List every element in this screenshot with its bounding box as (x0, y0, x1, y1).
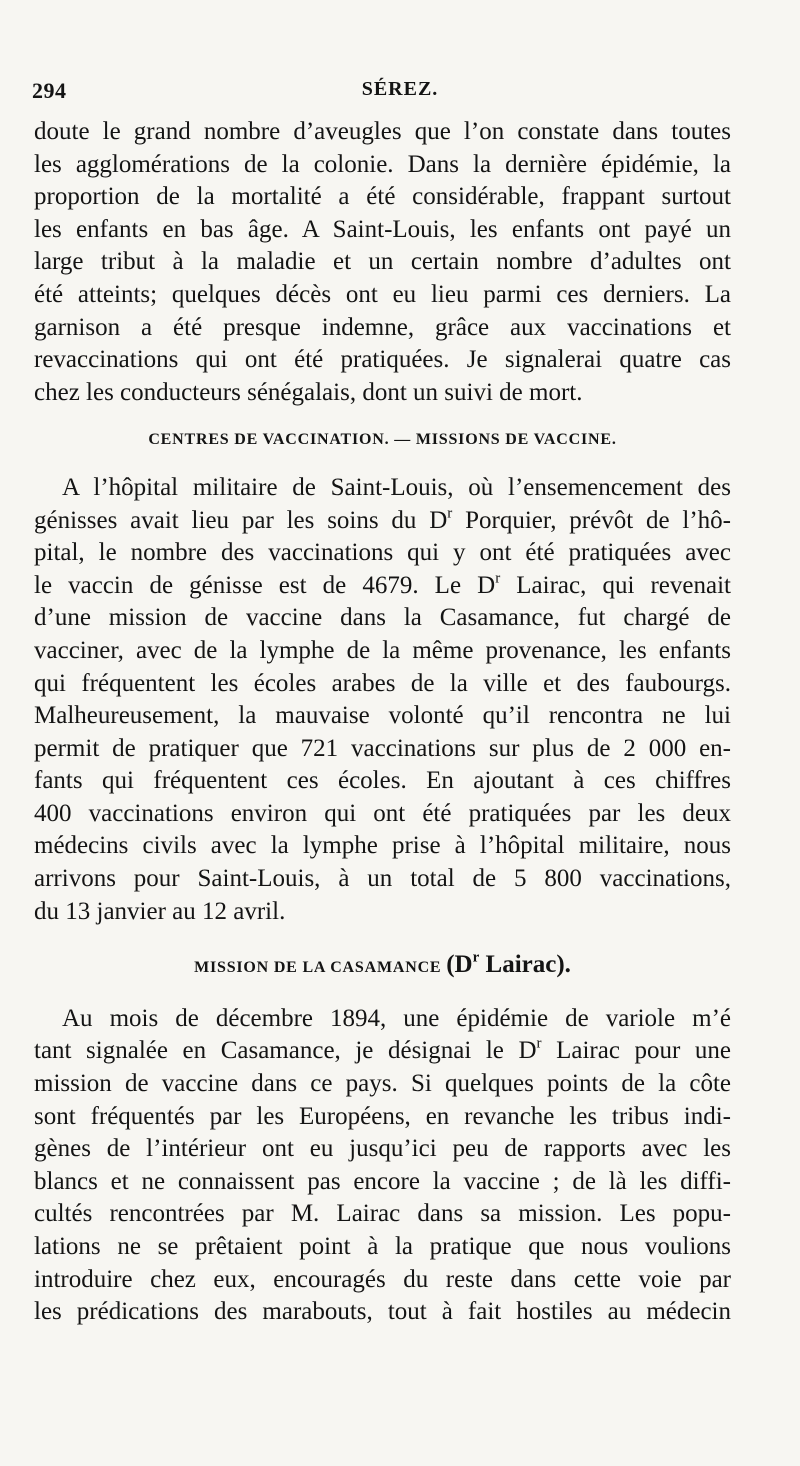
page-body (34, 116, 731, 1329)
text-line: vacciner, avec de la lymphe de la même provenance, les enfants (34, 636, 731, 664)
paragraph-3 (34, 1003, 731, 1329)
text-line: fants qui fréquentent ces écoles. En ajoutant à ces chiffres (34, 767, 731, 795)
text-line: gènes de l’intérieur ont eu jusqu’ici peu de rapports avec les (34, 1135, 731, 1163)
running-title: SÉREZ. (361, 78, 439, 100)
text-line: large tribut à la maladie et un certain nombre d’adultes ont (34, 248, 731, 276)
text-line: A l’hôpital militaire de Saint-Louis, où l’ensemencement des (62, 473, 731, 501)
text-line: lations ne se prêtaient point à la pratique que nous voulions (34, 1233, 731, 1260)
text-line: les prédications des marabouts, tout à fait hostiles au médecin (34, 1298, 731, 1326)
page-header (32, 78, 768, 108)
paragraph-2 (34, 472, 731, 928)
paragraph-1 (34, 116, 731, 409)
text-line: les agglomérations de la colonie. Dans la dernière épidémie, la (34, 150, 731, 178)
text-line: arrivons pour Saint-Louis, à un total de 5 800 vaccinations, (34, 865, 731, 893)
text-line: tant signalée en Casamance, je désignai le $D^r$ Lairac pour une (34, 1035, 731, 1065)
text-line: génisses avait lieu par les soins du $D^r$ Porquier, prévôt de l’hô- (34, 505, 731, 534)
text-line: chez les conducteurs sénégalais, dont un suivi de mort. (34, 378, 583, 406)
text-line: médecins civils avec la lymphe prise à l’hôpital militaire, nous (34, 832, 731, 860)
text-line: Malheureusement, la mauvaise volonté qu’il rencontra ne lui (34, 702, 731, 730)
text-line: doute le grand nombre d’aveugles que l’on constate dans toutes (34, 118, 731, 145)
text-line: pital, le nombre des vaccinations qui y ont été pratiquées avec (34, 539, 731, 567)
text-line: mission de vaccine dans ce pays. Si quelques points de la côte (34, 1070, 731, 1098)
text-line: été atteints; quelques décès ont eu lieu parmi ces derniers. La (34, 280, 731, 308)
text-line: le vaccin de génisse est de 4679. Le $D^r$ Lairac, qui revenait (34, 570, 731, 599)
text-line: du 13 janvier au 12 avril. (34, 897, 286, 925)
text-line: d’une mission de vaccine dans la Casamance, fut chargé de (34, 604, 731, 632)
text-line: proportion de la mortalité a été considérable, frappant surtout (34, 183, 731, 211)
text-line: blancs et ne connaissent pas encore la vaccine ; de là les diffi- (34, 1167, 731, 1195)
section-heading-casamance-mission: MISSION DE LA CASAMANCE ($D^r$ Lairac). (194, 949, 571, 979)
page-number: 294 (32, 78, 67, 103)
text-line: garnison a été presque indemne, grâce aux vaccinations et (34, 313, 731, 341)
text-line: cultés rencontrées par M. Lairac dans sa mission. Les popu- (34, 1200, 731, 1228)
text-line: Au mois de décembre 1894, une épidémie de variole m’é (62, 1004, 731, 1032)
text-line: qui fréquentent les écoles arabes de la ville et des faubourgs. (34, 669, 731, 697)
text-line: les enfants en bas âge. A Saint-Louis, les enfants ont payé un (34, 215, 731, 243)
section-heading-vaccination-centres: CENTRES DE VACCINATION. — MISSIONS DE VACCINE. (148, 431, 617, 449)
text-line: 400 vaccinations environ qui ont été pratiquées par les deux (34, 799, 731, 827)
text-line: revaccinations qui ont été pratiquées. Je signalerai quatre cas (34, 346, 731, 374)
text-line: sont fréquentés par les Européens, en revanche les tribus indi- (34, 1102, 731, 1130)
text-line: introduire chez eux, encouragés du reste dans cette voie par (34, 1265, 731, 1293)
text-line: permit de pratiquer que 721 vaccinations sur plus de 2 000 en- (34, 734, 731, 762)
